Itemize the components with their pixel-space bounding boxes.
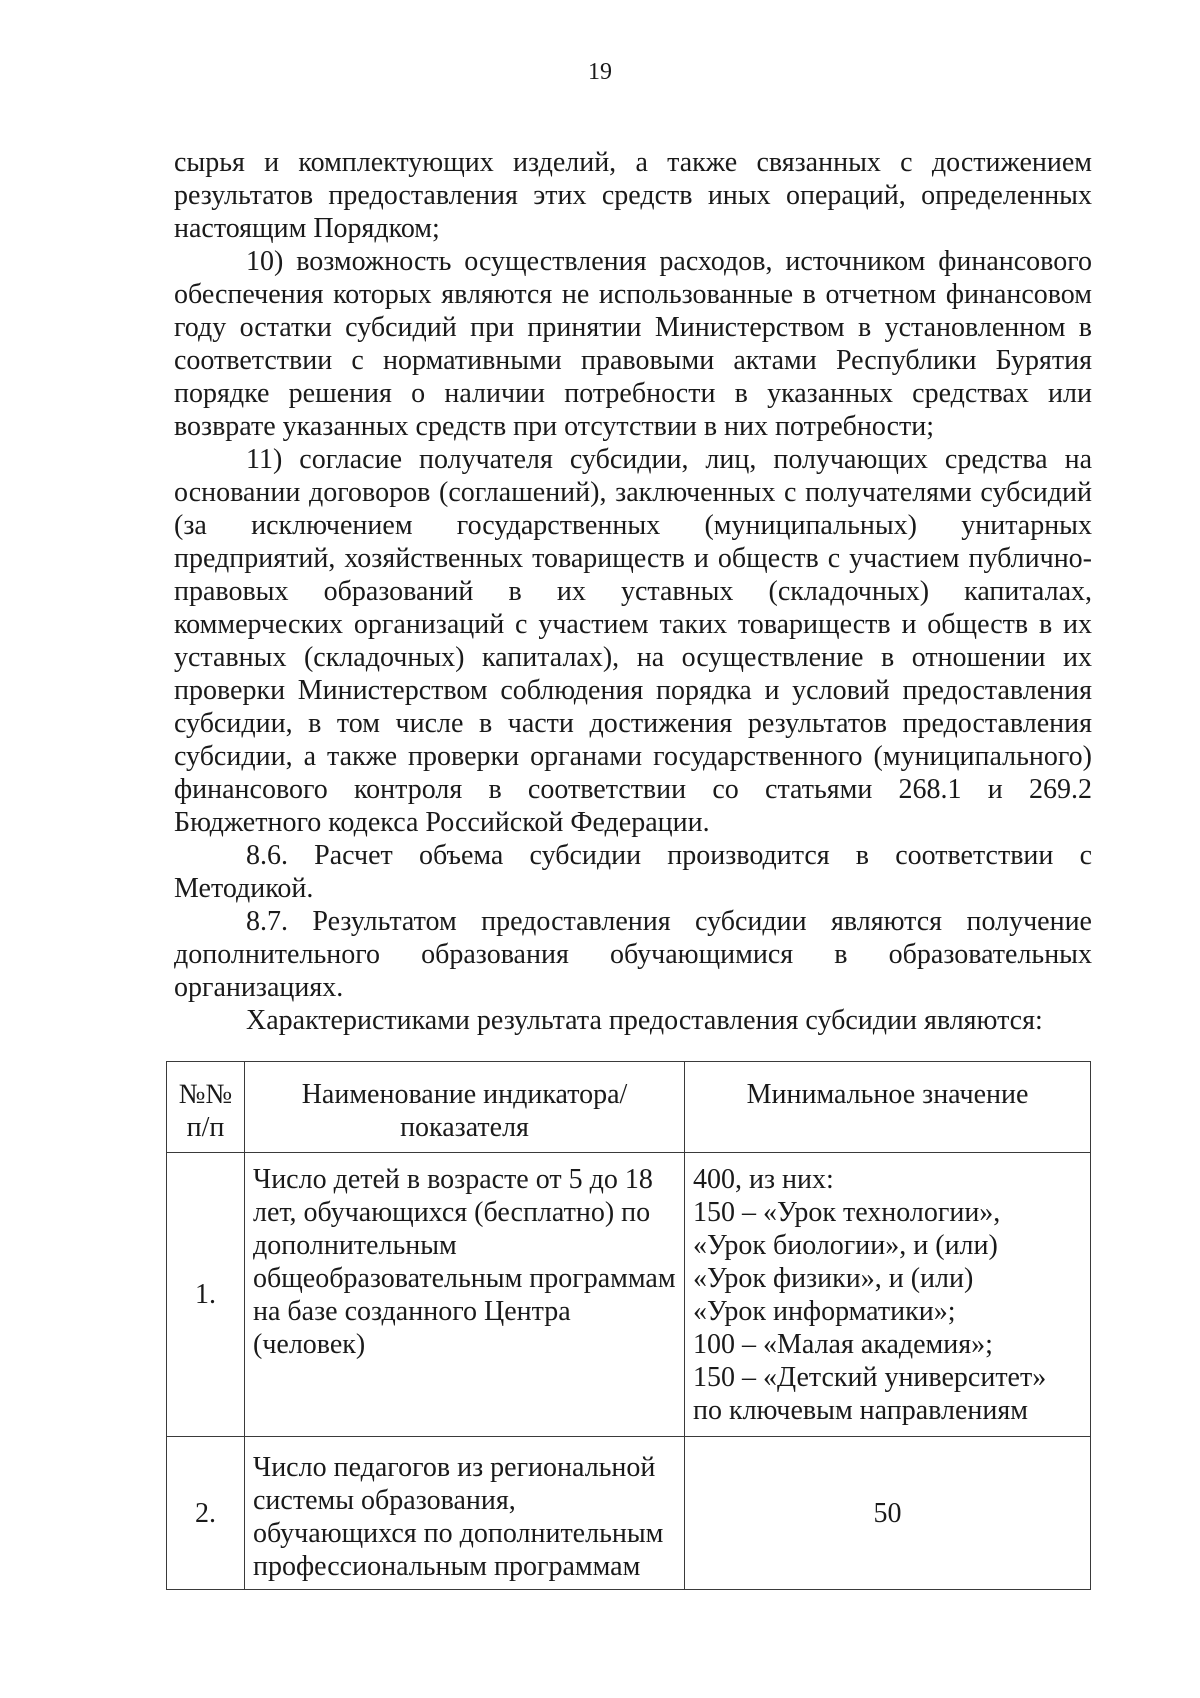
results-table: [166, 1061, 1091, 1590]
value-line: 150 – «Детский университет»: [693, 1362, 1047, 1393]
row-min-value: 50: [685, 1437, 1091, 1590]
table-header-row: [167, 1062, 1091, 1153]
table-row: [167, 1153, 1091, 1437]
header-value: Минимальное значение: [685, 1062, 1091, 1153]
paragraph-continuation: сырья и комплектующих изделий, а также связанных с достижением результатов предоставления этих средств иных операций, определенных настоящим Порядком;: [174, 147, 1092, 244]
table-row: [167, 1437, 1091, 1590]
paragraph-8-7: 8.7. Результатом предоставления субсидии являются получение дополнительного образования обучающимися в образовательных организациях.: [174, 906, 1092, 1003]
value-line: 400, из них:: [693, 1164, 834, 1195]
row-num: 1.: [167, 1153, 245, 1437]
results-table-wrapper: [166, 1061, 1090, 1590]
row-indicator-name: Число детей в возрасте от 5 до 18 лет, обучающихся (бесплатно) по дополнительным общеобразовательным программам на базе созданного Центра (человек): [245, 1153, 685, 1437]
row-min-value: [685, 1153, 1091, 1437]
value-line: «Урок физики», и (или): [693, 1263, 974, 1294]
value-line: по ключевым направлениям: [693, 1395, 1028, 1426]
value-line: 150 – «Урок технологии»,: [693, 1197, 1001, 1228]
value-line: «Урок биологии», и (или): [693, 1230, 998, 1261]
header-name: Наименование индикатора/показателя: [245, 1062, 685, 1153]
paragraph-item-11: 11) согласие получателя субсидии, лиц, получающих средства на основании договоров (соглашений), заключенных с получателями субсидий (за исключением государственных (муниципальных) унитарных предприятий, хозяйственных товариществ и обществ с участием публично-правовых образований в их уставных (складочных) капиталах, коммерческих организаций с участием таких товариществ и обществ в их уставных (складочных) капиталах), на осуществление в отношении их проверки Министерством соблюдения порядка и условий предоставления субсидии, в том числе в части достижения результатов предоставления субсидии, а также проверки органами государственного (муниципального) финансового контроля в соответствии со статьями 268.1 и 269.2 Бюджетного кодекса Российской Федерации.: [174, 444, 1092, 838]
page-number: 19: [588, 59, 612, 85]
row-indicator-name: Число педагогов из региональной системы образования, обучающихся по дополнительным профессиональным программам: [245, 1437, 685, 1590]
value-line: 100 – «Малая академия»;: [693, 1329, 993, 1360]
paragraph-8-6: 8.6. Расчет объема субсидии производится в соответствии с Методикой.: [174, 840, 1092, 904]
header-num: №№ п/п: [167, 1062, 245, 1153]
paragraph-item-10: 10) возможность осуществления расходов, источником финансового обеспечения которых являются не использованные в отчетном финансовом году остатки субсидий при принятии Министерством в установленном в соответствии с нормативными правовыми актами Республики Бурятия порядке решения о наличии потребности в указанных средствах или возврате указанных средств при отсутствии в них потребности;: [174, 246, 1092, 442]
body-text: [174, 146, 1092, 1037]
value-line: «Урок информатики»;: [693, 1296, 956, 1327]
paragraph-characteristics-intro: Характеристиками результата предоставления субсидии являются:: [246, 1005, 1043, 1036]
row-num: 2.: [167, 1437, 245, 1590]
